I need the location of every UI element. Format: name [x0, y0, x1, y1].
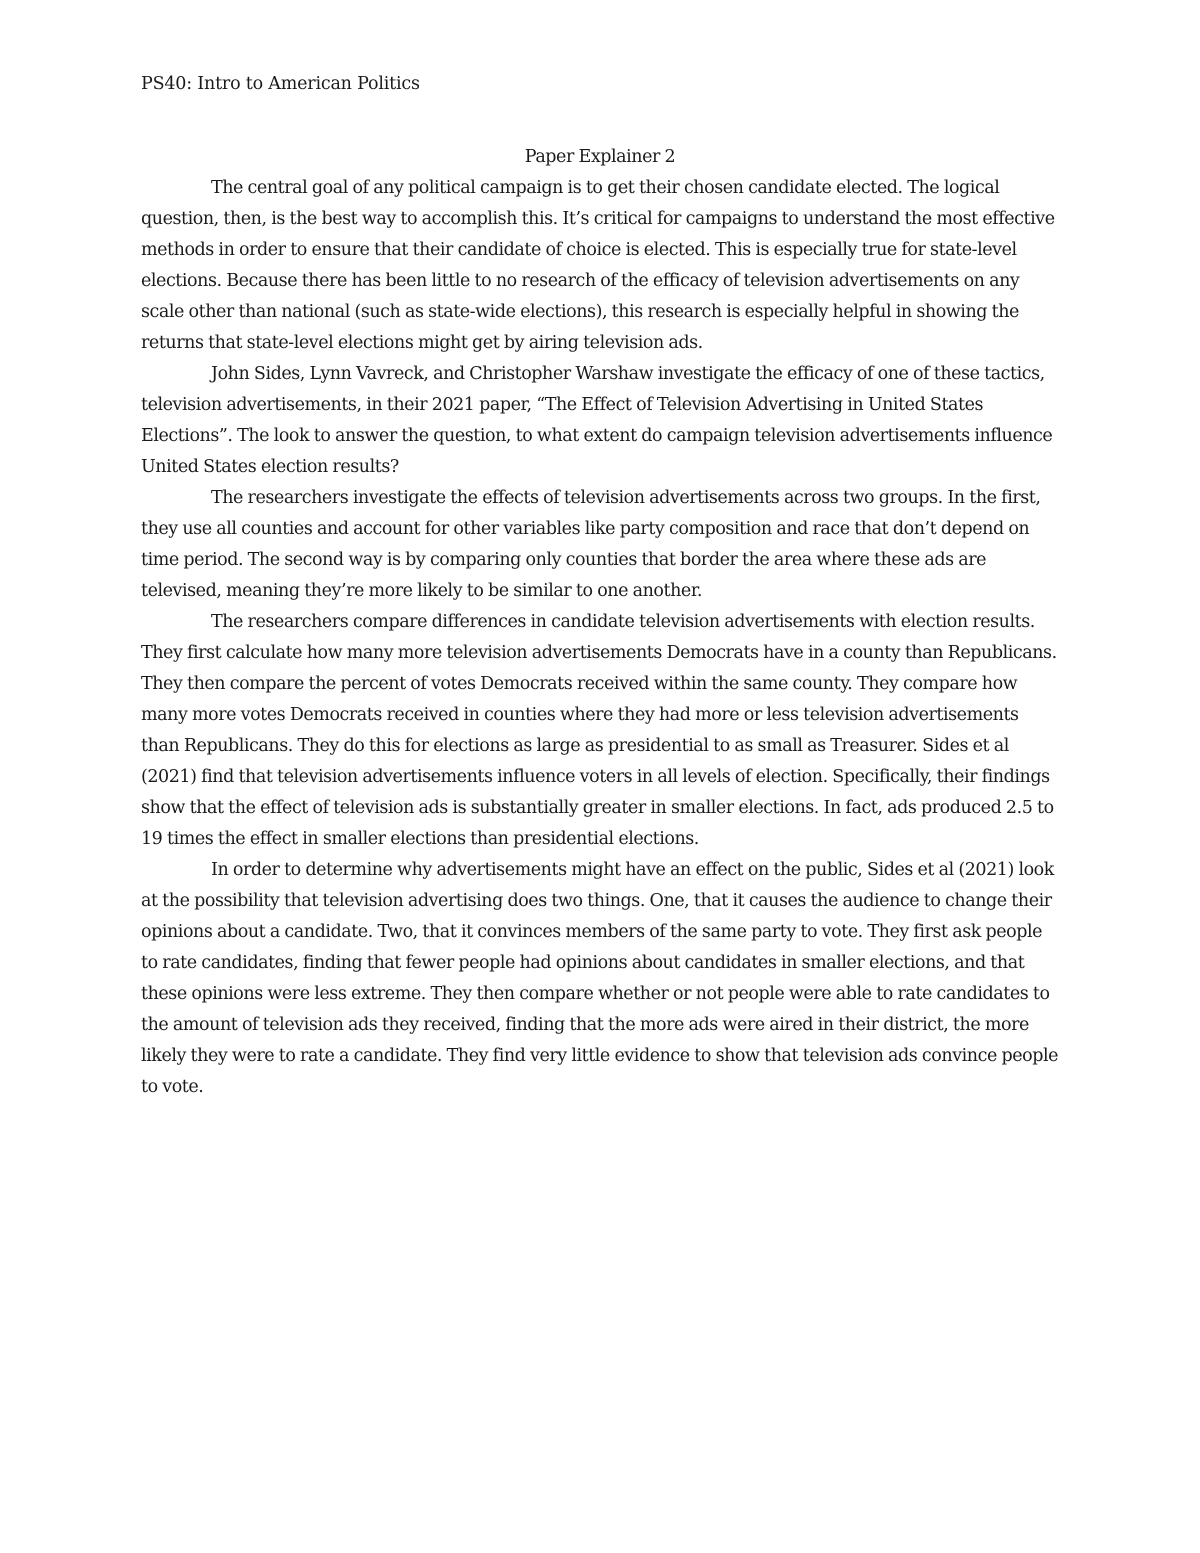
paragraph-intro: The central goal of any political campaign is to get their chosen candidate elected. The logical question, then, is the best way to accomplish this. It’s critical for campaigns to understand the most effective methods in order to ensure that their candidate of choice is elected. This is especially true for state-level elections. Because there has been little to no research of the efficacy of television advertisements on any scale other than national (such as state-wide elections), this research is especially helpful in showing the returns that state-level elections might get by airing television ads. — [141, 178, 1055, 353]
document-body — [141, 142, 1059, 1103]
document-title: Paper Explainer 2 — [524, 147, 676, 167]
course-header: PS40: Intro to American Politics — [141, 74, 420, 94]
paragraph-method-groups: The researchers investigate the effects of television advertisements across two groups. In the first, they use all counties and account for other variables like party composition and race that don’t depend on time period. The second way is by comparing only counties that border the area where these ads are televised, meaning they’re more likely to be similar to one another. — [141, 488, 1041, 601]
paragraph-authors: John Sides, Lynn Vavreck, and Christopher Warshaw investigate the efficacy of one of these tactics, television advertisements, in their 2021 paper, “The Effect of Television Advertising in United States Elections”. The look to answer the question, to what extent do campaign television advertisements influence United States election results? — [141, 364, 1053, 477]
paragraph-mechanisms: In order to determine why advertisements might have an effect on the public, Sides et al (2021) look at the possibility that television advertising does two things. One, that it causes the audience to change their opinions about a candidate. Two, that it convinces members of the same party to vote. They first ask people to rate candidates, finding that fewer people had opinions about candidates in smaller elections, and that these opinions were less extreme. They then compare whether or not people were able to rate candidates to the amount of television ads they received, finding that the more ads were aired in their district, the more likely they were to rate a candidate. They find very little evidence to show that television ads convince people to vote. — [141, 860, 1059, 1097]
paragraph-findings: The researchers compare differences in candidate television advertisements with election results. They first calculate how many more television advertisements Democrats have in a county than Republicans. They then compare the percent of votes Democrats received within the same county. They compare how many more votes Democrats received in counties where they had more or less television advertisements than Republicans. They do this for elections as large as presidential to as small as Treasurer. Sides et al (2021) find that television advertisements influence voters in all levels of election. Specifically, their findings show that the effect of television ads is substantially greater in smaller elections. In fact, ads produced 2.5 to 19 times the effect in smaller elections than presidential elections. — [141, 612, 1057, 849]
